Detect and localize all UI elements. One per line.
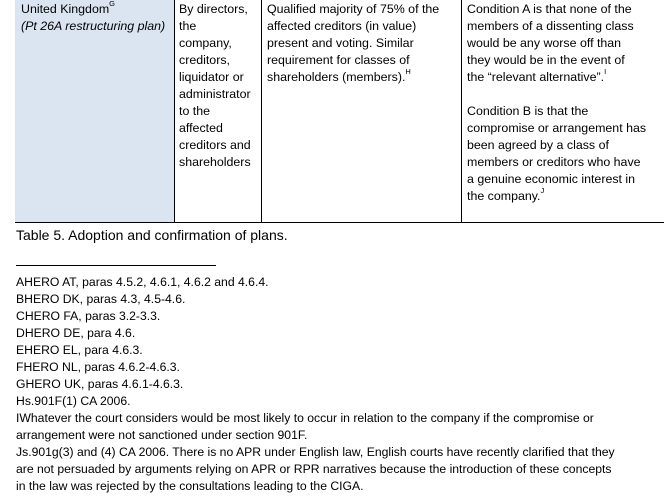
- condition-b-line: members or creditors who have: [467, 155, 641, 169]
- footnote-text: HERO UK, paras 4.6.1-4.6.3.: [25, 377, 184, 391]
- majority-footnote-ref: H: [405, 67, 411, 76]
- condition-a-footnote-ref: I: [604, 67, 607, 76]
- footnote-text: s.901g(3) and (4) CA 2006. There is no APR under English law, English courts have recently clarified that they: [22, 445, 615, 459]
- footnote: [16, 393, 656, 410]
- footnote-text: HERO DK, paras 4.3, 4.5-4.6.: [24, 292, 186, 306]
- condition-a-line: Condition A is that none of the: [467, 2, 632, 16]
- condition-b-line: compromise or arrangement has: [467, 121, 647, 135]
- footnote: [16, 308, 656, 325]
- initiation-line: affected: [179, 121, 223, 135]
- condition-b-line: the company.: [467, 189, 541, 203]
- footnote-mark: A: [16, 275, 25, 289]
- footnote-text: HERO EL, para 4.6.3.: [24, 343, 143, 357]
- initiation-line: company,: [179, 36, 232, 50]
- footnotes: [16, 274, 656, 495]
- footnote: [16, 444, 656, 461]
- condition-b-line: a genuine economic interest in: [467, 172, 636, 186]
- footnote-mark: F: [16, 360, 24, 374]
- majority-line: shareholders (members).: [267, 70, 406, 84]
- footnote-mark: H: [16, 394, 25, 408]
- initiation-line: shareholders: [179, 155, 251, 169]
- footnote: [16, 376, 656, 393]
- country-name: United Kingdom: [21, 2, 110, 16]
- footnote-text: Whatever the court considers would be most likely to occur in relation to the company if the compromise or: [19, 411, 594, 425]
- conditions-cell: [462, 0, 664, 222]
- condition-a-line: members of a dissenting class: [467, 19, 634, 33]
- footnote-text: HERO AT, paras 4.5.2, 4.6.1, 4.6.2 and 4.6.4.: [24, 275, 269, 289]
- footnote-mark: B: [16, 292, 25, 306]
- table-caption: Table 5. Adoption and confirmation of plans.: [16, 227, 288, 243]
- condition-a-line: the “relevant alternative”.: [467, 70, 605, 84]
- plans-table: [15, 0, 664, 223]
- initiation-line: administrator: [179, 87, 251, 101]
- initiation-cell: [175, 0, 262, 222]
- footnote-separator: [16, 265, 216, 266]
- footnote-mark: J: [16, 445, 23, 459]
- majority-cell: [262, 0, 462, 222]
- majority-line: affected creditors (in value): [267, 19, 417, 33]
- condition-a-line: they would be in the event of: [467, 53, 625, 67]
- footnote-text: HERO DE, para 4.6.: [24, 326, 136, 340]
- footnote-mark: D: [16, 326, 25, 340]
- initiation-line: creditors and: [179, 138, 251, 152]
- footnote: [16, 410, 656, 427]
- footnote: [16, 325, 656, 342]
- footnote: [16, 291, 656, 308]
- country-cell: [15, 0, 175, 222]
- footnote: [16, 359, 656, 376]
- footnote-text: s.901F(1) CA 2006.: [24, 394, 131, 408]
- footnote-mark: G: [16, 377, 26, 391]
- footnote-continuation: arrangement were not sanctioned under section 901F.: [16, 428, 308, 442]
- initiation-line: to the: [179, 104, 211, 118]
- footnote: [16, 342, 656, 359]
- initiation-line: liquidator or: [179, 70, 244, 84]
- initiation-line: By directors,: [179, 2, 248, 16]
- plan-name: (Pt 26A restructuring plan): [21, 19, 166, 33]
- initiation-line: creditors,: [179, 53, 230, 67]
- footnote-text: HERO NL, paras 4.6.2-4.6.3.: [23, 360, 180, 374]
- footnote-mark: I: [16, 411, 20, 425]
- footnote-text: HERO FA, paras 3.2-3.3.: [24, 309, 161, 323]
- condition-b-footnote-ref: J: [540, 186, 545, 195]
- condition-b-line: been agreed by a class of: [467, 138, 609, 152]
- footnote-mark: E: [16, 343, 25, 357]
- footnote-continuation: are not persuaded by arguments relying on APR or RPR narratives because the introduction of these concepts: [16, 462, 612, 476]
- majority-line: requirement for classes of: [267, 53, 410, 67]
- initiation-line: the: [179, 19, 197, 33]
- footnote-mark: C: [16, 309, 25, 323]
- country-footnote-ref: G: [109, 0, 116, 8]
- majority-line: present and voting. Similar: [267, 36, 414, 50]
- majority-line: Qualified majority of 75% of the: [267, 2, 440, 16]
- footnote-continuation: in the law was rejected by the consultations leading to the CIGA.: [16, 479, 364, 493]
- condition-b-line: Condition B is that the: [467, 104, 589, 118]
- condition-a-line: would be any worse off than: [467, 36, 622, 50]
- footnote: [16, 274, 656, 291]
